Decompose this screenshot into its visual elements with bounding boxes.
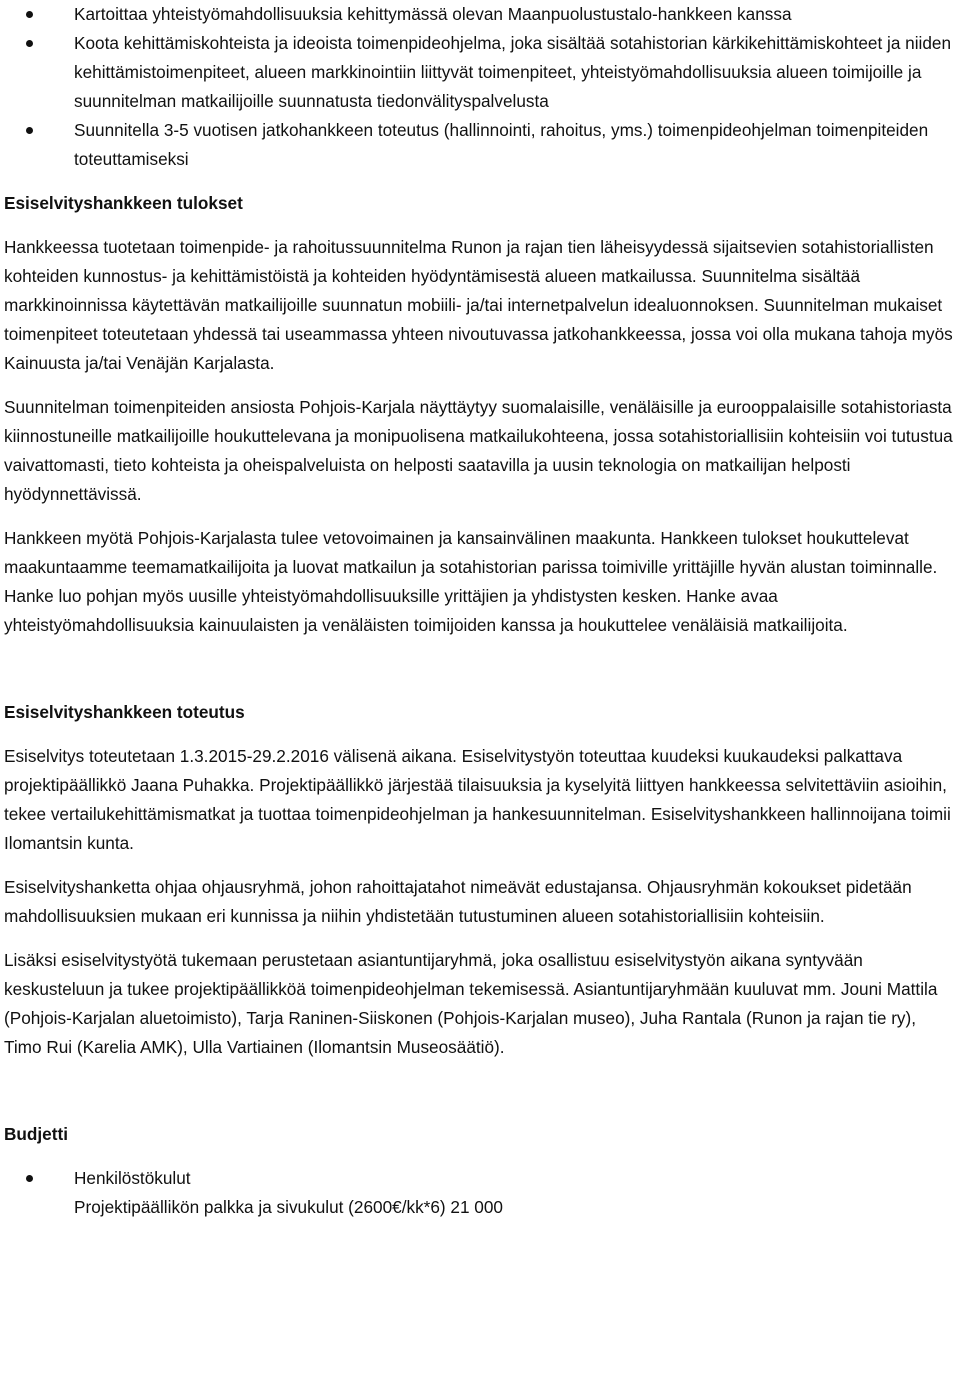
results-paragraph-2: Suunnitelman toimenpiteiden ansiosta Pohjois-Karjala näyttäytyy suomalaisille, venäläisille ja eurooppalaisille sotahistoriasta kiinnostuneille matkailijoille houkuttelevana ja monipuolisena matkailukohteena, jossa sotahistoriallisiin kohteisiin voi tutustua vaivattomasti, tieto kohteista ja oheispalveluista on helposti saatavilla ja uusin teknologia on matkailijan helposti hyödynnettävissä. <box>4 397 953 504</box>
goals-list <box>4 0 956 174</box>
document-page <box>4 0 956 1222</box>
budget-item-label: Henkilöstökulut <box>74 1168 191 1188</box>
bullet-icon <box>26 127 33 134</box>
results-heading: Esiselvityshankkeen tulokset <box>4 193 243 213</box>
list-item <box>4 29 956 116</box>
bullet-icon <box>26 40 33 47</box>
list-item <box>4 1164 956 1222</box>
list-item-text: Kartoittaa yhteistyömahdollisuuksia kehittymässä olevan Maanpuolustustalo-hankkeen kanssa <box>74 4 792 24</box>
bullet-icon <box>26 11 33 18</box>
list-item <box>4 116 956 174</box>
execution-paragraph-2: Esiselvityshanketta ohjaa ohjausryhmä, johon rahoittajatahot nimeävät edustajansa. Ohjausryhmän kokoukset pidetään mahdollisuuksien mukaan eri kunnissa ja niihin yhdistetään tutustuminen alueen sotahistoriallisiin kohteisiin. <box>4 877 912 926</box>
budget-list <box>4 1164 956 1222</box>
execution-paragraph-3: Lisäksi esiselvitystyötä tukemaan perustetaan asiantuntijaryhmä, joka osallistuu esiselvitystyön aikana syntyvään keskusteluun ja tukee projektipäällikköä toimenpideohjelman tekemisessä. Asiantuntijaryhmään kuuluvat mm. Jouni Mattila (Pohjois-Karjalan aluetoimisto), Tarja Raninen-Siiskonen (Pohjois-Karjalan museo), Juha Rantala (Runon ja rajan tie ry), Timo Rui (Karelia AMK), Ulla Vartiainen (Ilomantsin Museosäätiö). <box>4 950 938 1057</box>
bullet-icon <box>26 1175 33 1182</box>
list-item-text: Suunnitella 3-5 vuotisen jatkohankkeen toteutus (hallinnointi, rahoitus, yms.) toimenpideohjelman toimenpiteiden toteuttamiseksi <box>74 120 929 169</box>
execution-heading: Esiselvityshankkeen toteutus <box>4 702 245 722</box>
results-paragraph-1: Hankkeessa tuotetaan toimenpide- ja rahoitussuunnitelma Runon ja rajan tien läheisyydessä sijaitsevien sotahistoriallisten kohteiden kunnostus- ja kehittämistöistä ja kohteiden hyödyntämisestä alueen matkailussa. Suunnitelma sisältää markkinoinnissa käytettävän matkailijoille suunnatun mobiili- ja/tai internetpalvelun idealuonnoksen. Suunnitelman mukaiset toimenpiteet toteutetaan yhdessä tai useammassa yhteen nivoutuvassa jatkohankkeessa, jossa voi olla mukana tahoja myös Kainuusta ja/tai Venäjän Karjalasta. <box>4 237 953 373</box>
results-paragraph-3: Hankkeen myötä Pohjois-Karjalasta tulee vetovoimainen ja kansainvälinen maakunta. Hankkeen tulokset houkuttelevat maakuntaamme teemamatkailijoita ja luovat matkailun ja sotahistorian parissa toimiville yrittäjille hyvän alustan toiminnalle. Hanke luo pohjan myös uusille yhteistyömahdollisuuksille yrittäjien ja yhdistysten kesken. Hanke avaa yhteistyömahdollisuuksia kainuulaisten ja venäläisten toimijoiden kanssa ja houkuttelee venäläisiä matkailijoita. <box>4 528 938 635</box>
list-item-text: Koota kehittämiskohteista ja ideoista toimenpideohjelma, joka sisältää sotahistorian kärkikehittämiskohteet ja niiden kehittämistoimenpiteet, alueen markkinointiin liittyvät toimenpiteet, yhteistyömahdollisuuksia alueen toimijoille ja suunnitelman matkailijoille suunnatusta tiedonvälityspalvelusta <box>74 33 952 111</box>
budget-heading: Budjetti <box>4 1124 68 1144</box>
execution-paragraph-1: Esiselvitys toteutetaan 1.3.2015-29.2.2016 välisenä aikana. Esiselvitystyön toteuttaa kuudeksi kuukaudeksi palkattava projektipäällikkö Jaana Puhakka. Projektipäällikkö järjestää tilaisuuksia ja kyselyitä liittyen hankkeessa selvitettäviin asioihin, tekee vertailukehittämismatkat ja tuottaa toimenpideohjelman ja hankesuunnitelman. Esiselvityshankkeen hallinnoijana toimii Ilomantsin kunta. <box>4 746 951 853</box>
budget-item-detail: Projektipäällikön palkka ja sivukulut (2600€/kk*6) 21 000 <box>74 1197 503 1217</box>
list-item <box>4 0 956 29</box>
